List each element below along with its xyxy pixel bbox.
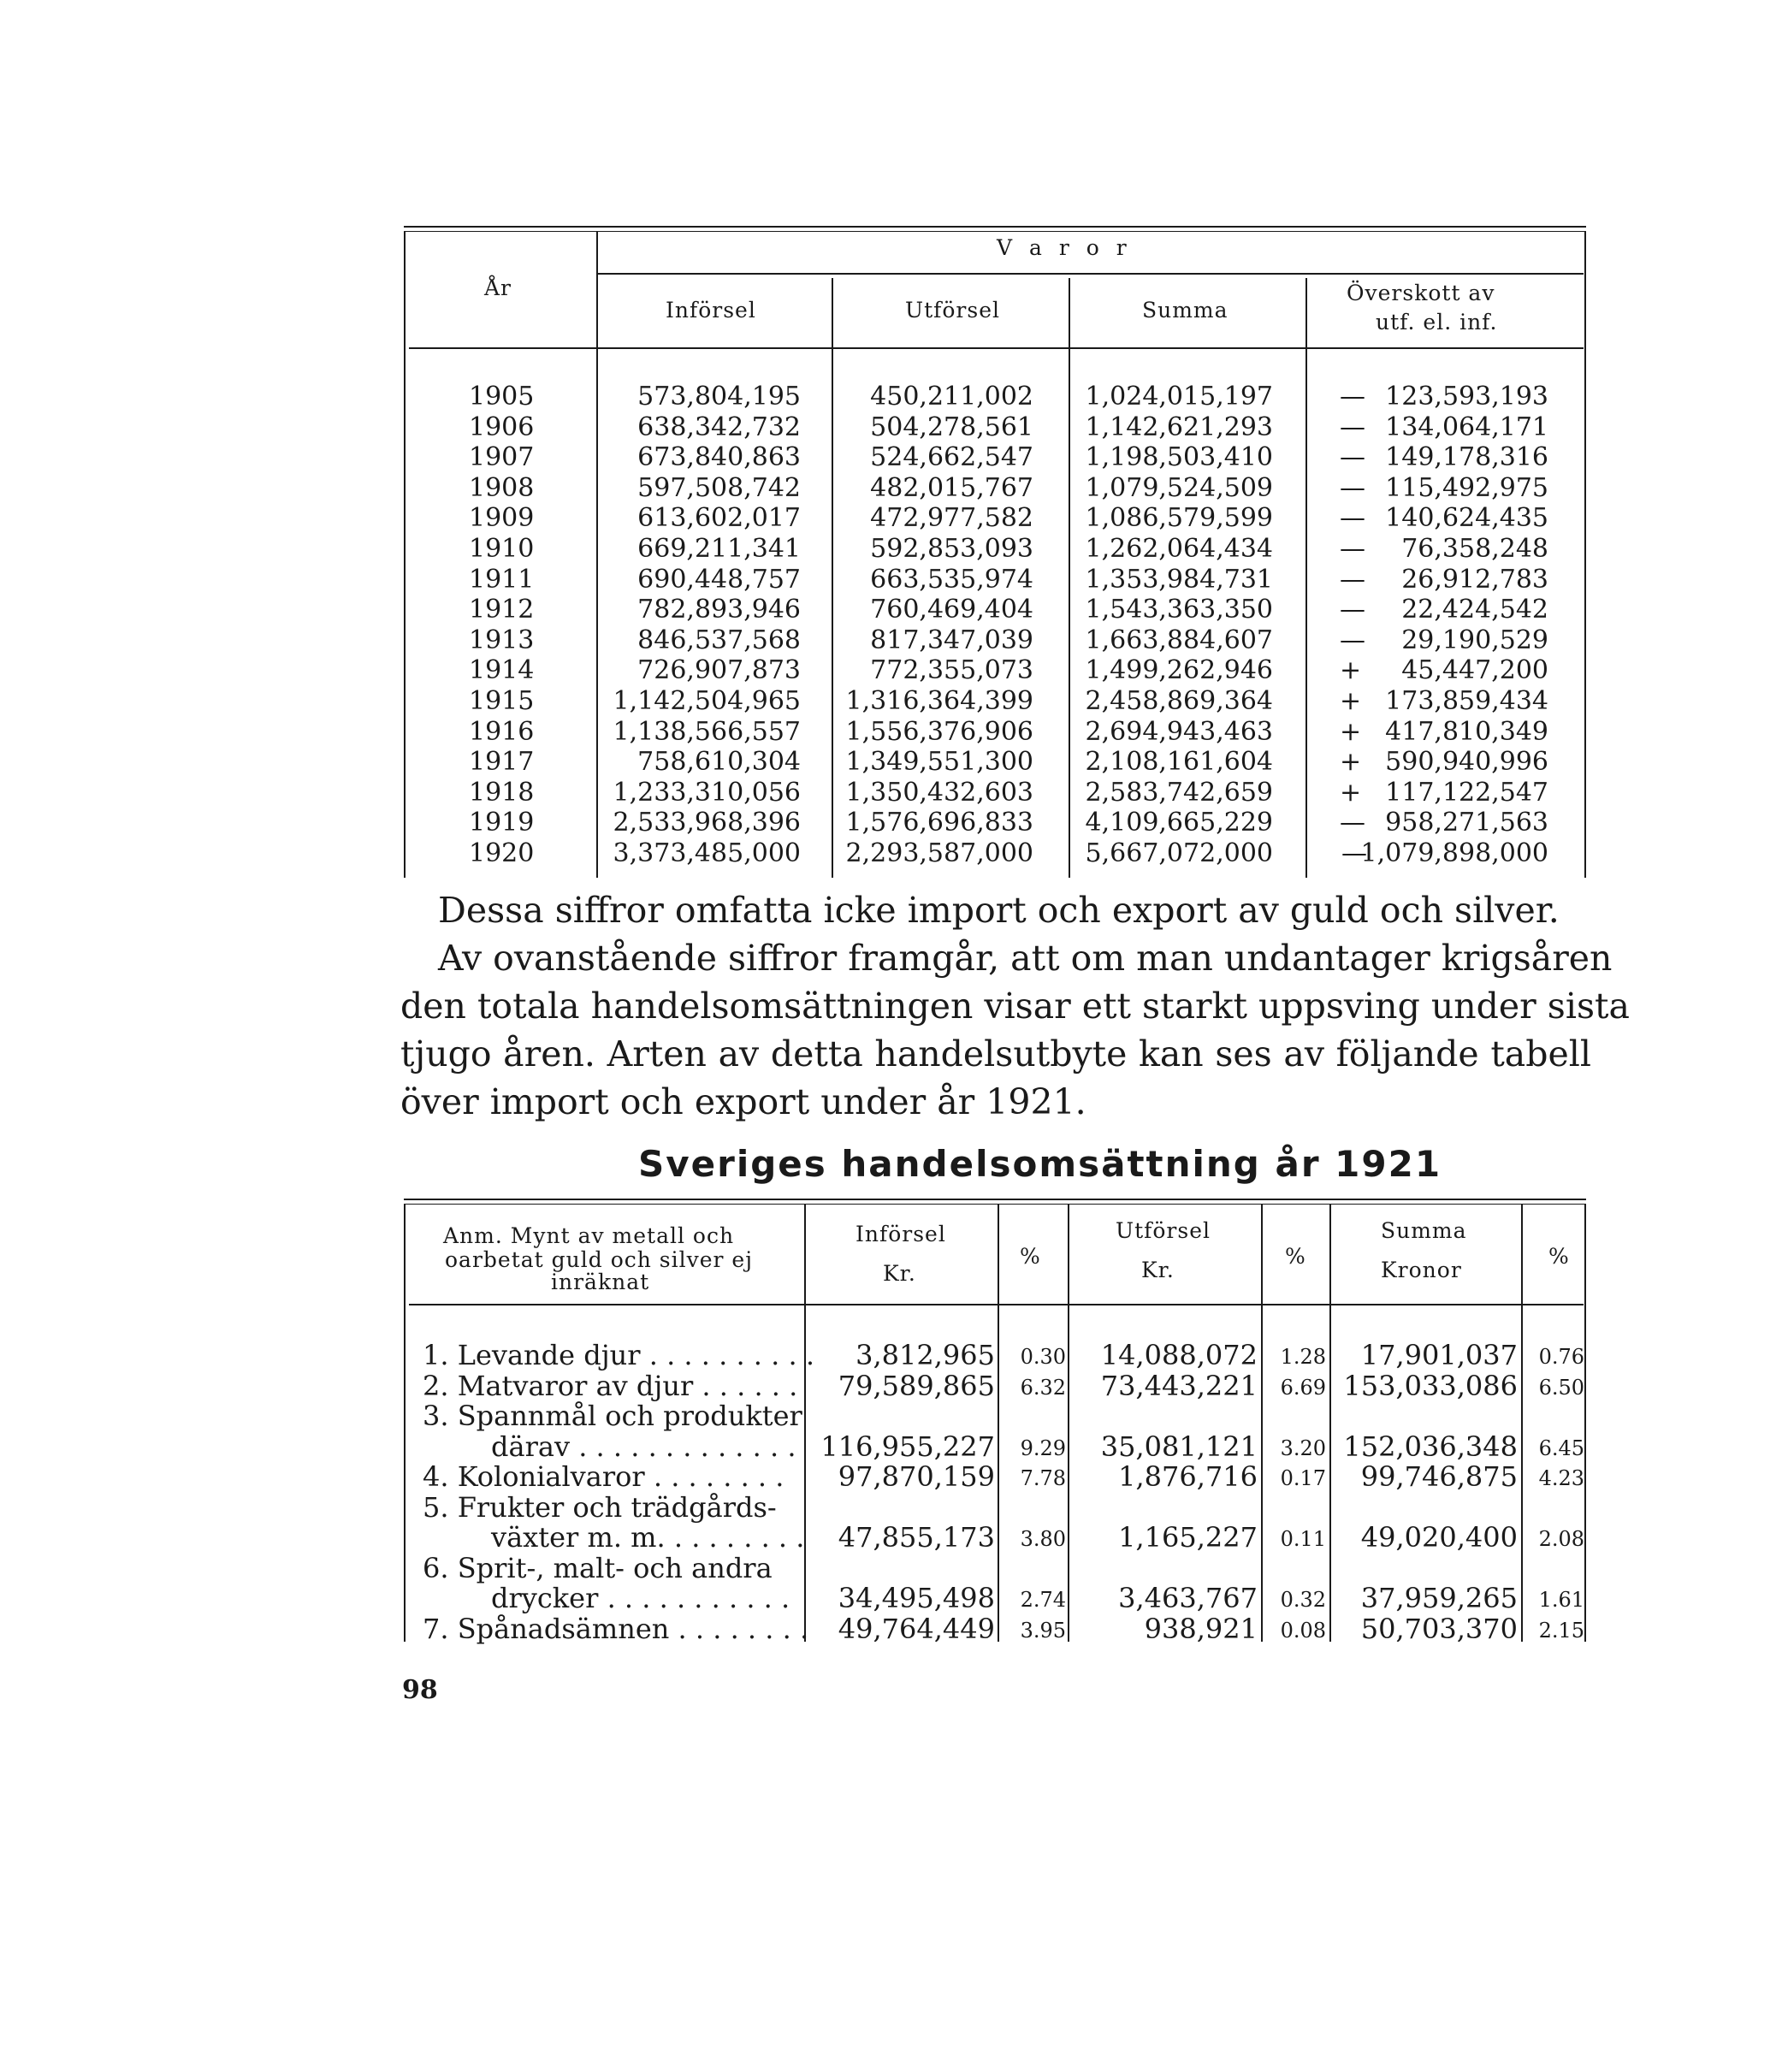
table2-utforsel: 1,876,716 <box>1118 1460 1258 1493</box>
table1-summa: 1,024,015,197 <box>1085 382 1273 411</box>
table2-summa: 49,020,400 <box>1360 1521 1518 1554</box>
table1-utforsel: 472,977,582 <box>870 503 1033 533</box>
table1-inforsel: 669,211,341 <box>637 534 801 564</box>
table1-utforsel: 482,015,767 <box>870 473 1033 503</box>
table2-category: 4. Kolonialvaror . . . . . . . . <box>423 1460 784 1493</box>
table2-category: 7. Spånadsämnen . . . . . . . . <box>423 1613 809 1645</box>
table1-utforsel: 524,662,547 <box>870 442 1033 472</box>
table1-summa: 4,109,665,229 <box>1085 808 1273 838</box>
table1-sign: — <box>1340 625 1365 655</box>
table1-overskott: 76,358,248 <box>1401 534 1548 564</box>
table1-year: 1911 <box>469 565 535 595</box>
table2-utf-pct: 0.08 <box>1280 1619 1326 1643</box>
table1-summa: 2,583,742,659 <box>1085 778 1273 808</box>
table2-inforsel: 34,495,498 <box>838 1582 995 1614</box>
table1-inforsel: 782,893,946 <box>637 595 801 625</box>
table1-utforsel: 760,469,404 <box>870 595 1033 625</box>
table2-utforsel: 3,463,767 <box>1118 1582 1258 1614</box>
table1-sign: — <box>1340 565 1365 595</box>
header-utforsel-1921: Utförsel <box>1116 1218 1211 1243</box>
table2-utforsel: 938,921 <box>1144 1613 1258 1645</box>
table1-overskott: 134,064,171 <box>1385 412 1548 442</box>
table1-overskott: 1,079,898,000 <box>1360 838 1548 868</box>
table2-sum-pct: 2.08 <box>1538 1527 1584 1551</box>
table1-sign: + <box>1340 717 1362 747</box>
table1-year: 1908 <box>469 473 535 503</box>
table2-inforsel: 97,870,159 <box>838 1460 995 1493</box>
table2-category-cont: därav . . . . . . . . . . . . . <box>491 1430 796 1463</box>
table2-sum-pct: 4.23 <box>1538 1466 1584 1490</box>
table1-sign: + <box>1340 686 1362 716</box>
header-anm-3: inräknat <box>551 1270 650 1294</box>
table1-utforsel: 450,211,002 <box>870 382 1033 411</box>
table1-utforsel: 1,576,696,833 <box>845 808 1033 838</box>
table1-overskott: 117,122,547 <box>1385 778 1548 808</box>
table2-summa: 50,703,370 <box>1360 1613 1518 1645</box>
header-inforsel: Införsel <box>666 298 756 323</box>
table1-inforsel: 573,804,195 <box>637 382 801 411</box>
table1-summa: 1,142,621,293 <box>1085 412 1273 442</box>
table1-year: 1905 <box>469 382 535 411</box>
table1-overskott: 590,940,996 <box>1385 747 1548 777</box>
table1-utforsel: 1,556,376,906 <box>845 717 1033 747</box>
page-number: 98 <box>402 1675 438 1705</box>
table2-title: Sveriges handelsomsättning år 1921 <box>638 1143 1442 1185</box>
table2-summa: 153,033,086 <box>1343 1370 1518 1402</box>
table1-year: 1912 <box>469 595 535 625</box>
table1-overskott: 29,190,529 <box>1401 625 1548 655</box>
paragraph-line: den totala handelsomsättningen visar ett starkt uppsving under sista <box>400 986 1630 1027</box>
header-inforsel-1921: Införsel <box>856 1222 946 1246</box>
table1-sign: — <box>1341 838 1367 868</box>
table2-inforsel: 47,855,173 <box>838 1521 995 1554</box>
table2-inf-pct: 6.32 <box>1020 1376 1066 1400</box>
table2-sum-pct: 2.15 <box>1538 1619 1584 1643</box>
header-utf-pct: % <box>1285 1244 1306 1269</box>
table1-year: 1915 <box>469 686 535 716</box>
table1-sign: — <box>1340 595 1365 625</box>
table1-overskott: 958,271,563 <box>1385 808 1548 838</box>
table1-utforsel: 663,535,974 <box>870 565 1033 595</box>
table2-category-cont: drycker . . . . . . . . . . . <box>491 1582 790 1614</box>
paragraph-line: över import och export under år 1921. <box>400 1081 1086 1122</box>
table1-summa: 1,663,884,607 <box>1085 625 1273 655</box>
table1-sign: — <box>1340 412 1365 442</box>
table1-inforsel: 638,342,732 <box>637 412 801 442</box>
table1-summa: 1,198,503,410 <box>1085 442 1273 472</box>
header-anm-1: Anm. Mynt av metall och <box>443 1223 735 1248</box>
table1-inforsel: 726,907,873 <box>637 655 801 685</box>
table1-inforsel: 1,142,504,965 <box>613 686 801 716</box>
table1-summa: 5,667,072,000 <box>1085 838 1273 868</box>
header-utforsel-unit: Kr. <box>1141 1258 1175 1282</box>
table1-sign: + <box>1340 747 1362 777</box>
table1-overskott: 149,178,316 <box>1385 442 1548 472</box>
table1-sign: — <box>1340 808 1365 838</box>
table2-inforsel: 49,764,449 <box>838 1613 995 1645</box>
table1-sign: + <box>1340 778 1362 808</box>
table1-year: 1906 <box>469 412 535 442</box>
table1-inforsel: 1,138,566,557 <box>613 717 801 747</box>
paragraph-line: Dessa siffror omfatta icke import och export av guld och silver. <box>438 890 1560 931</box>
header-summa: Summa <box>1142 298 1229 323</box>
header-inforsel-unit: Kr. <box>883 1261 916 1286</box>
table1-summa: 2,108,161,604 <box>1085 747 1273 777</box>
table1-inforsel: 758,610,304 <box>637 747 801 777</box>
table1-year: 1910 <box>469 534 535 564</box>
header-sum-pct: % <box>1548 1244 1570 1269</box>
table1-summa: 2,694,943,463 <box>1085 717 1273 747</box>
table2-utforsel: 35,081,121 <box>1100 1430 1258 1463</box>
table2-utf-pct: 6.69 <box>1280 1376 1326 1400</box>
table1-year: 1907 <box>469 442 535 472</box>
table1-summa: 1,086,579,599 <box>1085 503 1273 533</box>
header-summa-unit: Kronor <box>1381 1258 1462 1282</box>
table1-summa: 1,079,524,509 <box>1085 473 1273 503</box>
table2-utf-pct: 3.20 <box>1280 1436 1326 1460</box>
table2-inforsel: 79,589,865 <box>838 1370 995 1402</box>
table2-sum-pct: 6.45 <box>1538 1436 1584 1460</box>
table1-year: 1918 <box>469 778 535 808</box>
table1-summa: 1,543,363,350 <box>1085 595 1273 625</box>
table2-utforsel: 1,165,227 <box>1118 1521 1258 1554</box>
table1-overskott: 45,447,200 <box>1401 655 1548 685</box>
table2-summa: 17,901,037 <box>1360 1339 1518 1371</box>
paragraph-line: Av ovanstående siffror framgår, att om man undantager krigsåren <box>438 938 1613 979</box>
table2-utf-pct: 0.32 <box>1280 1588 1326 1612</box>
table1-summa: 1,262,064,434 <box>1085 534 1273 564</box>
table1-overskott: 173,859,434 <box>1385 686 1548 716</box>
table2-category-cont: växter m. m. . . . . . . . . <box>491 1521 805 1554</box>
table2-category: 6. Sprit-, malt- och andra <box>423 1552 773 1584</box>
table1-sign: — <box>1340 442 1365 472</box>
header-overskott-2: utf. el. inf. <box>1376 310 1498 334</box>
table2-category: 5. Frukter och trädgårds- <box>423 1491 777 1524</box>
table2-category: 3. Spannmål och produkter <box>423 1400 802 1432</box>
table1-inforsel: 846,537,568 <box>637 625 801 655</box>
table1-inforsel: 673,840,863 <box>637 442 801 472</box>
table1-utforsel: 2,293,587,000 <box>845 838 1033 868</box>
table2-inf-pct: 3.80 <box>1020 1527 1066 1551</box>
table1-overskott: 26,912,783 <box>1401 565 1548 595</box>
table1-sign: — <box>1340 382 1365 411</box>
header-varor: V a r o r <box>997 235 1132 260</box>
table1-year: 1916 <box>469 717 535 747</box>
header-overskott-1: Överskott av <box>1347 281 1495 305</box>
table2-utforsel: 73,443,221 <box>1100 1370 1258 1402</box>
table1-sign: + <box>1340 655 1362 685</box>
table1-utforsel: 772,355,073 <box>870 655 1033 685</box>
table1-utforsel: 1,350,432,603 <box>845 778 1033 808</box>
table1-year: 1909 <box>469 503 535 533</box>
table1-sign: — <box>1340 534 1365 564</box>
table2-sum-pct: 6.50 <box>1538 1376 1584 1400</box>
table1-inforsel: 613,602,017 <box>637 503 801 533</box>
table2-category: 1. Levande djur . . . . . . . . . . <box>423 1339 814 1371</box>
table2-inf-pct: 7.78 <box>1020 1466 1066 1490</box>
header-summa-1921: Summa <box>1381 1218 1467 1243</box>
table1-inforsel: 1,233,310,056 <box>613 778 801 808</box>
table2-inforsel: 3,812,965 <box>856 1339 995 1371</box>
table1-utforsel: 504,278,561 <box>870 412 1033 442</box>
table2-inf-pct: 3.95 <box>1020 1619 1066 1643</box>
table2-sum-pct: 1.61 <box>1538 1588 1584 1612</box>
table1-year: 1919 <box>469 808 535 838</box>
table1-overskott: 22,424,542 <box>1401 595 1548 625</box>
table1-summa: 1,499,262,946 <box>1085 655 1273 685</box>
table2-utf-pct: 0.17 <box>1280 1466 1326 1490</box>
table1-summa: 1,353,984,731 <box>1085 565 1273 595</box>
table2-inforsel: 116,955,227 <box>820 1430 995 1463</box>
table2-utforsel: 14,088,072 <box>1100 1339 1258 1371</box>
table1-sign: — <box>1340 473 1365 503</box>
table1-overskott: 417,810,349 <box>1385 717 1548 747</box>
table2-inf-pct: 0.30 <box>1020 1345 1066 1369</box>
table2-sum-pct: 0.76 <box>1538 1345 1584 1369</box>
paragraph-line: tjugo åren. Arten av detta handelsutbyte kan ses av följande tabell <box>400 1033 1591 1074</box>
table1-inforsel: 2,533,968,396 <box>613 808 801 838</box>
table2-utf-pct: 0.11 <box>1280 1527 1326 1551</box>
table1-utforsel: 817,347,039 <box>870 625 1033 655</box>
table1-inforsel: 597,508,742 <box>637 473 801 503</box>
header-inf-pct: % <box>1020 1244 1041 1269</box>
table1-overskott: 123,593,193 <box>1385 382 1548 411</box>
table1-year: 1917 <box>469 747 535 777</box>
table1-year: 1914 <box>469 655 535 685</box>
table2-summa: 152,036,348 <box>1343 1430 1518 1463</box>
table1-overskott: 140,624,435 <box>1385 503 1548 533</box>
table1-inforsel: 3,373,485,000 <box>613 838 801 868</box>
table1-utforsel: 1,349,551,300 <box>845 747 1033 777</box>
table1-summa: 2,458,869,364 <box>1085 686 1273 716</box>
table1-utforsel: 1,316,364,399 <box>845 686 1033 716</box>
table1-utforsel: 592,853,093 <box>870 534 1033 564</box>
table1-year: 1920 <box>469 838 535 868</box>
table2-inf-pct: 9.29 <box>1020 1436 1066 1460</box>
table1-sign: — <box>1340 503 1365 533</box>
table2-summa: 37,959,265 <box>1360 1582 1518 1614</box>
table1-year: 1913 <box>469 625 535 655</box>
table1-overskott: 115,492,975 <box>1385 473 1548 503</box>
header-utforsel: Utförsel <box>905 298 1000 323</box>
body-paragraph <box>400 886 1630 1126</box>
table2-inf-pct: 2.74 <box>1020 1588 1066 1612</box>
table2-utf-pct: 1.28 <box>1280 1345 1326 1369</box>
table2-category: 2. Matvaror av djur . . . . . . <box>423 1370 798 1402</box>
table1-inforsel: 690,448,757 <box>637 565 801 595</box>
header-year: År <box>484 275 512 300</box>
table2-summa: 99,746,875 <box>1360 1460 1518 1493</box>
header-anm-2: oarbetat guld och silver ej <box>445 1247 753 1272</box>
